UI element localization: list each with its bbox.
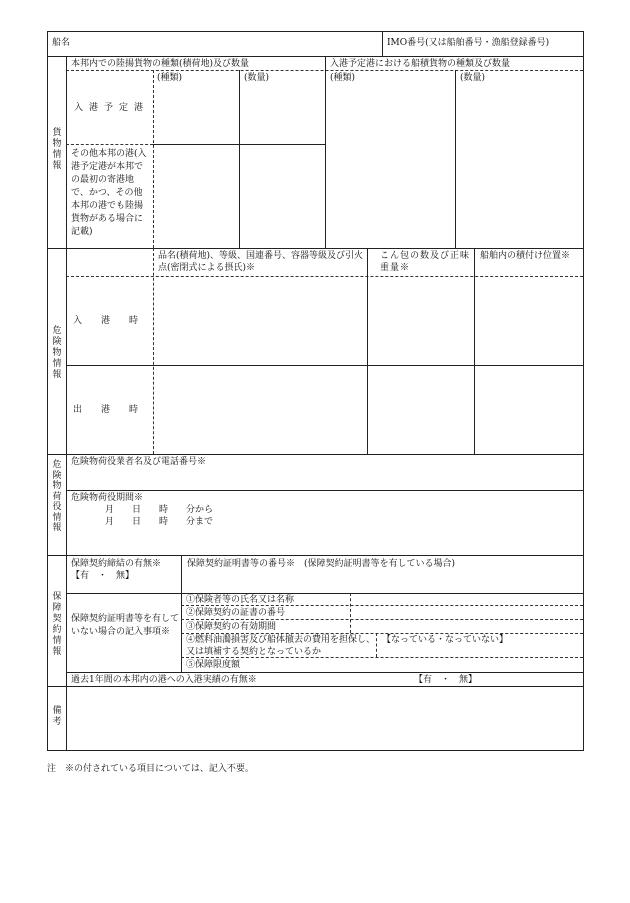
departure-time-label: 出 港 時 (73, 405, 144, 415)
handling-period-to: 月 日 時 分まで (105, 517, 214, 527)
insurance-item-1: ①保険者等の氏名又は名称 (186, 595, 295, 605)
arrival-port-label: 入港予定港 (74, 103, 150, 113)
insurance-section-label: 保障契約情報 (52, 592, 62, 657)
contract-existence-label: 保障契約締結の有無※ (71, 559, 162, 569)
insurance-item-5: ⑤保障限度額 (186, 660, 241, 670)
imo-number-label: IMO番号(又は船舶番号・漁船登録番号) (387, 38, 550, 48)
handling-section-label: 危険物荷役情報 (52, 460, 62, 533)
other-ports-label: その他本邦の港(入港予定港が本邦での最初の寄港地で、かつ、その他本邦の港でも陸揚貨物がある場合に記載) (71, 149, 147, 237)
insurance-item-4-options: 【なっている・なっていない】 (382, 635, 509, 645)
handler-contact-label: 危険物荷役業者名及び電話番号※ (71, 457, 207, 467)
insurance-item-2: ②保障契約の証書の番号 (186, 608, 286, 618)
arrival-cargo-header: 入港予定港における船積貨物の種類及び数量 (330, 59, 511, 69)
stowage-position-header: 船舶内の積付け位置※ (480, 251, 571, 261)
insurance-item-4: ④燃料油濁損害及び船体撤去の費用を担保し、又は填補する契約となっているか (186, 635, 376, 657)
footnote: 注 ※の付されている項目については、記入不要。 (47, 764, 254, 774)
dangerous-goods-name-header: 品名(積荷地)、等級、国連番号、容器等級及び引火点(密閉式による摂氏)※ (158, 251, 364, 273)
remarks-label: 備考 (52, 706, 62, 727)
insurance-item-3: ③保障契約の有効期間 (186, 622, 277, 632)
ship-name-label: 船名 (52, 38, 71, 48)
cargo-section-label: 貨物情報 (52, 128, 62, 171)
domestic-cargo-header: 本邦内での陸揚貨物の種類(積荷地)及び数量 (71, 59, 250, 69)
arrival-qty-label: (数量) (460, 73, 486, 83)
contract-existence-options: 【有 ・ 無】 (71, 571, 135, 581)
arrival-type-label: (種類) (330, 73, 356, 83)
domestic-qty-label: (数量) (244, 73, 270, 83)
past-entry-record-options: 【有 ・ 無】 (414, 675, 478, 685)
handling-period-from: 月 日 時 分から (105, 505, 214, 515)
domestic-type-label: (種類) (157, 73, 183, 83)
package-weight-header: こん包の数及び正味重量※ (380, 251, 471, 273)
no-certificate-label: 保障契約証明書等を有していない場合の記入事項※ (71, 614, 180, 637)
handling-period-label: 危険物荷役期間※ (71, 493, 144, 503)
arrival-time-label: 入 港 時 (73, 316, 144, 326)
past-entry-record-label: 過去1年間の本邦内の港への入港実績の有無※ (71, 675, 257, 685)
certificate-number-label: 保障契約証明書等の番号※ (保障契約証明書等を有している場合) (187, 559, 456, 569)
dangerous-goods-section-label: 危険物情報 (52, 326, 62, 380)
